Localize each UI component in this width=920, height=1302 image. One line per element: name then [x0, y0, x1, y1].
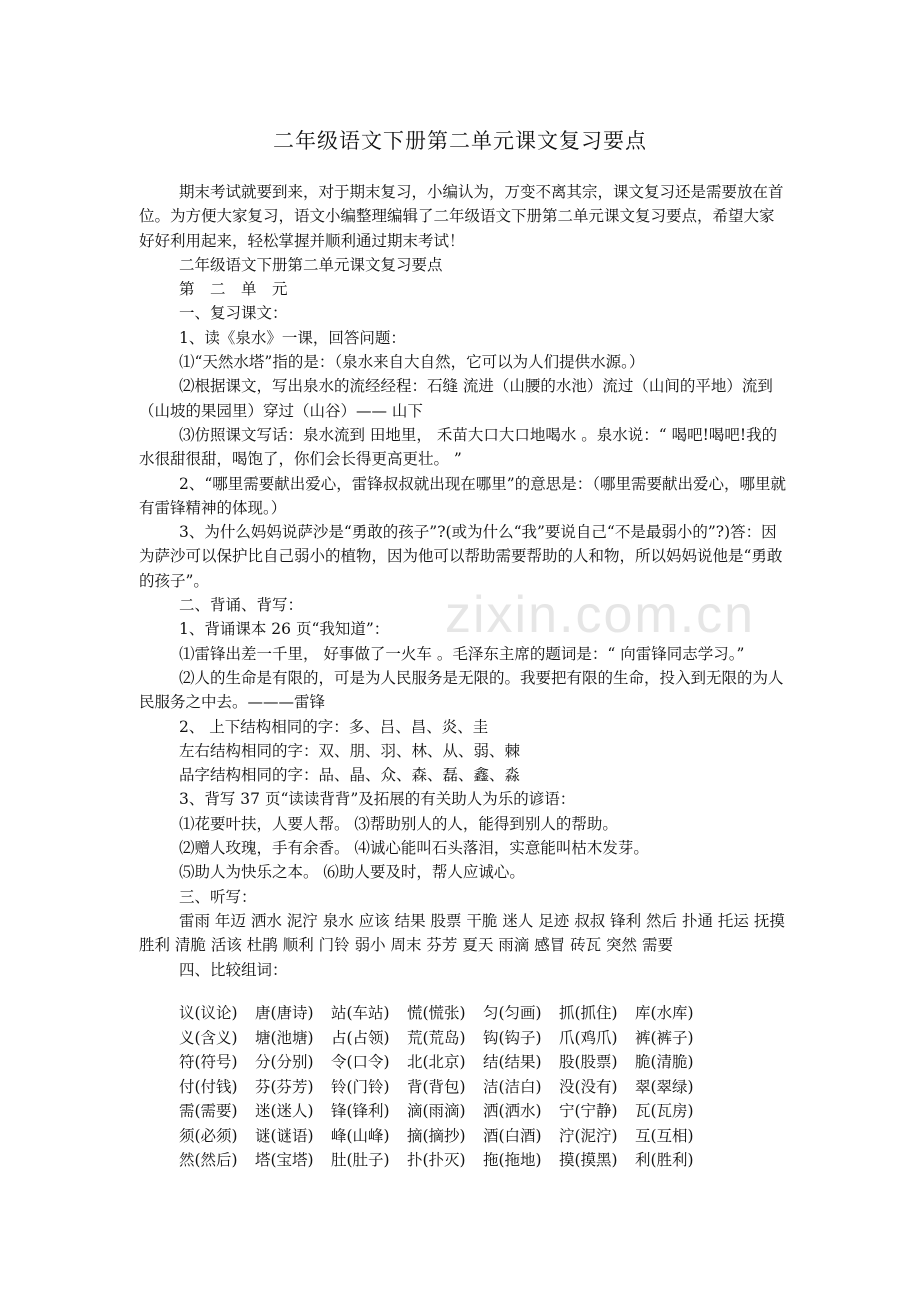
- watermark: zixin.com.cn: [445, 586, 756, 644]
- vocab-item: 利(胜利): [635, 1151, 694, 1169]
- paragraph: ⑴花要叶扶，人要人帮。 ⑶帮助别人的人，能得到别人的帮助。: [179, 814, 618, 833]
- vocab-item: 酒(白酒): [483, 1126, 542, 1145]
- paragraph: 2、 上下结构相同的字：多、吕、昌、炎、圭: [179, 717, 489, 736]
- paragraph: ⑵人的生命是有限的，可是为人民服务是无限的。我要把有限的生命，投入到无限的为人民服务之中去。———雷锋: [139, 668, 784, 712]
- paragraph: 3、背写 37 页“读读背背”及拓展的有关助人为乐的谚语：: [179, 790, 576, 809]
- vocab-item: 股(股票): [559, 1053, 618, 1071]
- vocab-item: 互(互相): [635, 1126, 694, 1145]
- vocab-row: [179, 1050, 711, 1075]
- paragraph: 二、背诵、背写：: [179, 596, 304, 615]
- vocab-item: 钩(钩子): [483, 1028, 542, 1047]
- vocab-item: 洒(洒水): [483, 1102, 542, 1120]
- paragraph: 3、为什么妈妈说萨沙是“勇敢的孩子”?(或为什么“我”要说自己“不是最弱小的”?)答：因为萨沙可以保护比自己弱小的植物，因为他可以帮助需要帮助的人和物，所以妈妈说他是“勇敢的孩子”。: [139, 523, 783, 590]
- vocab-item: 摘(摘抄): [407, 1126, 466, 1145]
- vocab-item: 拖(拖地): [483, 1151, 542, 1169]
- vocab-row: [179, 1148, 711, 1173]
- vocab-row: [179, 1026, 711, 1051]
- paragraph: 1、背诵课本 26 页“我知道”：: [179, 620, 390, 639]
- vocab-item: 慌(慌张): [407, 1004, 466, 1022]
- paragraph: 期末考试就要到来，对于期末复习，小编认为，万变不离其宗，课文复习还是需要放在首位。为方便大家复习，语文小编整理编辑了二年级语文下册第二单元课文复习要点，希望大家好好利用起来，轻松掌握并顺利通过期末考试！: [139, 183, 784, 250]
- vocab-row: [179, 1124, 711, 1149]
- vocab-item: 脆(清脆): [635, 1053, 694, 1071]
- vocab-item: 摸(摸黑): [559, 1151, 618, 1169]
- vocab-item: 站(车站): [331, 1004, 390, 1022]
- vocab-item: 库(水库): [635, 1004, 694, 1022]
- vocab-item: 结(结果): [483, 1053, 542, 1071]
- paragraph: 1、读《泉水》一课，回答问题：: [179, 328, 406, 347]
- vocab-item: 肚(肚子): [331, 1151, 390, 1169]
- vocab-row: [179, 1075, 711, 1100]
- paragraph: ⑵赠人玫瑰，手有余香。 ⑷诚心能叫石头落泪，实意能叫枯木发芽。: [179, 839, 649, 858]
- paragraph: ⑵根据课文，写出泉水的流经经程：石缝 流进（山腰的水池）流过（山间的平地）流到（山坡的果园里）穿过（山谷）—— 山下: [139, 377, 773, 420]
- vocab-item: 占(占领): [331, 1028, 390, 1047]
- paragraph: 第 二 单 元: [179, 280, 288, 299]
- vocab-item: 泞(泥泞): [559, 1126, 618, 1145]
- page-title: 二年级语文下册第二单元课文复习要点: [273, 129, 647, 153]
- vocab-row: [179, 1001, 711, 1026]
- vocab-item: 洁(洁白): [483, 1077, 542, 1096]
- paragraph: 二年级语文下册第二单元课文复习要点: [179, 255, 443, 274]
- paragraph: ⑸助人为快乐之本。 ⑹助人要及时，帮人应诚心。: [179, 863, 525, 882]
- vocab-item: 裤(裤子): [635, 1028, 694, 1047]
- vocab-item: 没(没有): [559, 1077, 618, 1096]
- vocab-item: 匀(匀画): [483, 1004, 542, 1022]
- vocab-item: 锋(锋利): [331, 1102, 390, 1120]
- vocab-item: 北(北京): [407, 1053, 466, 1071]
- vocab-item: 芬(芬芳): [255, 1077, 314, 1096]
- vocab-item: 铃(门铃): [331, 1077, 390, 1096]
- vocab-item: 谜(谜语): [255, 1126, 314, 1145]
- vocab-item: 须(必须): [179, 1126, 238, 1145]
- vocab-item: 瓦(瓦房): [635, 1102, 694, 1120]
- paragraph: 雷雨 年迈 洒水 泥泞 泉水 应该 结果 股票 干脆 迷人 足迹 叔叔 锋利 然后 扑通 托运 抚摸 胜利 清脆 活该 杜鹃 顺利 门铃 弱小 周末 芬芳 夏天 雨滴 感冒 砖瓦 突然 需要: [139, 911, 785, 955]
- vocab-item: 峰(山峰): [331, 1126, 390, 1145]
- vocab-item: 背(背包): [407, 1077, 466, 1096]
- vocab-item: 然(然后): [179, 1151, 238, 1169]
- vocab-item: 滴(雨滴): [407, 1102, 466, 1120]
- paragraph: 左右结构相同的字：双、朋、羽、林、从、弱、棘: [179, 741, 521, 760]
- vocab-item: 爪(鸡爪): [559, 1028, 618, 1047]
- paragraph: 三、听写：: [179, 887, 257, 906]
- vocab-item: 迷(迷人): [255, 1102, 314, 1120]
- vocab-item: 塔(宝塔): [255, 1151, 314, 1169]
- vocab-item: 塘(池塘): [255, 1028, 314, 1047]
- vocab-item: 付(付钱): [179, 1077, 238, 1096]
- paragraph: ⑴“天然水塔”指的是：（泉水来自大自然，它可以为人们提供水源。）: [179, 353, 645, 372]
- vocab-item: 扑(扑灭): [407, 1151, 466, 1169]
- vocab-item: 唐(唐诗): [255, 1004, 314, 1022]
- document-body: [139, 180, 787, 982]
- vocab-item: 议(议论): [179, 1004, 238, 1022]
- vocab-item: 宁(宁静): [559, 1102, 618, 1120]
- vocab-item: 令(口令): [331, 1053, 390, 1071]
- vocab-comparison-table: [179, 1001, 711, 1173]
- vocab-item: 义(含义): [179, 1028, 238, 1047]
- paragraph: 品字结构相同的字：品、晶、众、森、磊、鑫、淼: [179, 766, 521, 785]
- paragraph: 一、复习课文：: [179, 304, 288, 323]
- paragraph: ⑶仿照课文写话：泉水流到 田地里， 禾苗大口大口地喝水 。泉水说：“ 喝吧!喝吧!我的水很甜很甜，喝饱了，你们会长得更高更壮。 ”: [139, 425, 778, 469]
- paragraph: 2、“哪里需要献出爱心，雷锋叔叔就出现在哪里”的意思是：（哪里需要献出爱心，哪里就有雷锋精神的体现。）: [139, 474, 786, 517]
- vocab-item: 需(需要): [179, 1102, 238, 1120]
- vocab-item: 分(分别): [255, 1053, 314, 1071]
- vocab-item: 翠(翠绿): [635, 1077, 694, 1096]
- vocab-item: 荒(荒岛): [407, 1028, 466, 1047]
- vocab-item: 符(符号): [179, 1053, 238, 1071]
- paragraph: ⑴雷锋出差一千里， 好事做了一火车 。毛泽东主席的题词是：“ 向雷锋同志学习。”: [179, 644, 745, 663]
- vocab-row: [179, 1099, 711, 1124]
- paragraph: 四、比较组词：: [179, 960, 288, 979]
- vocab-item: 抓(抓住): [559, 1004, 618, 1022]
